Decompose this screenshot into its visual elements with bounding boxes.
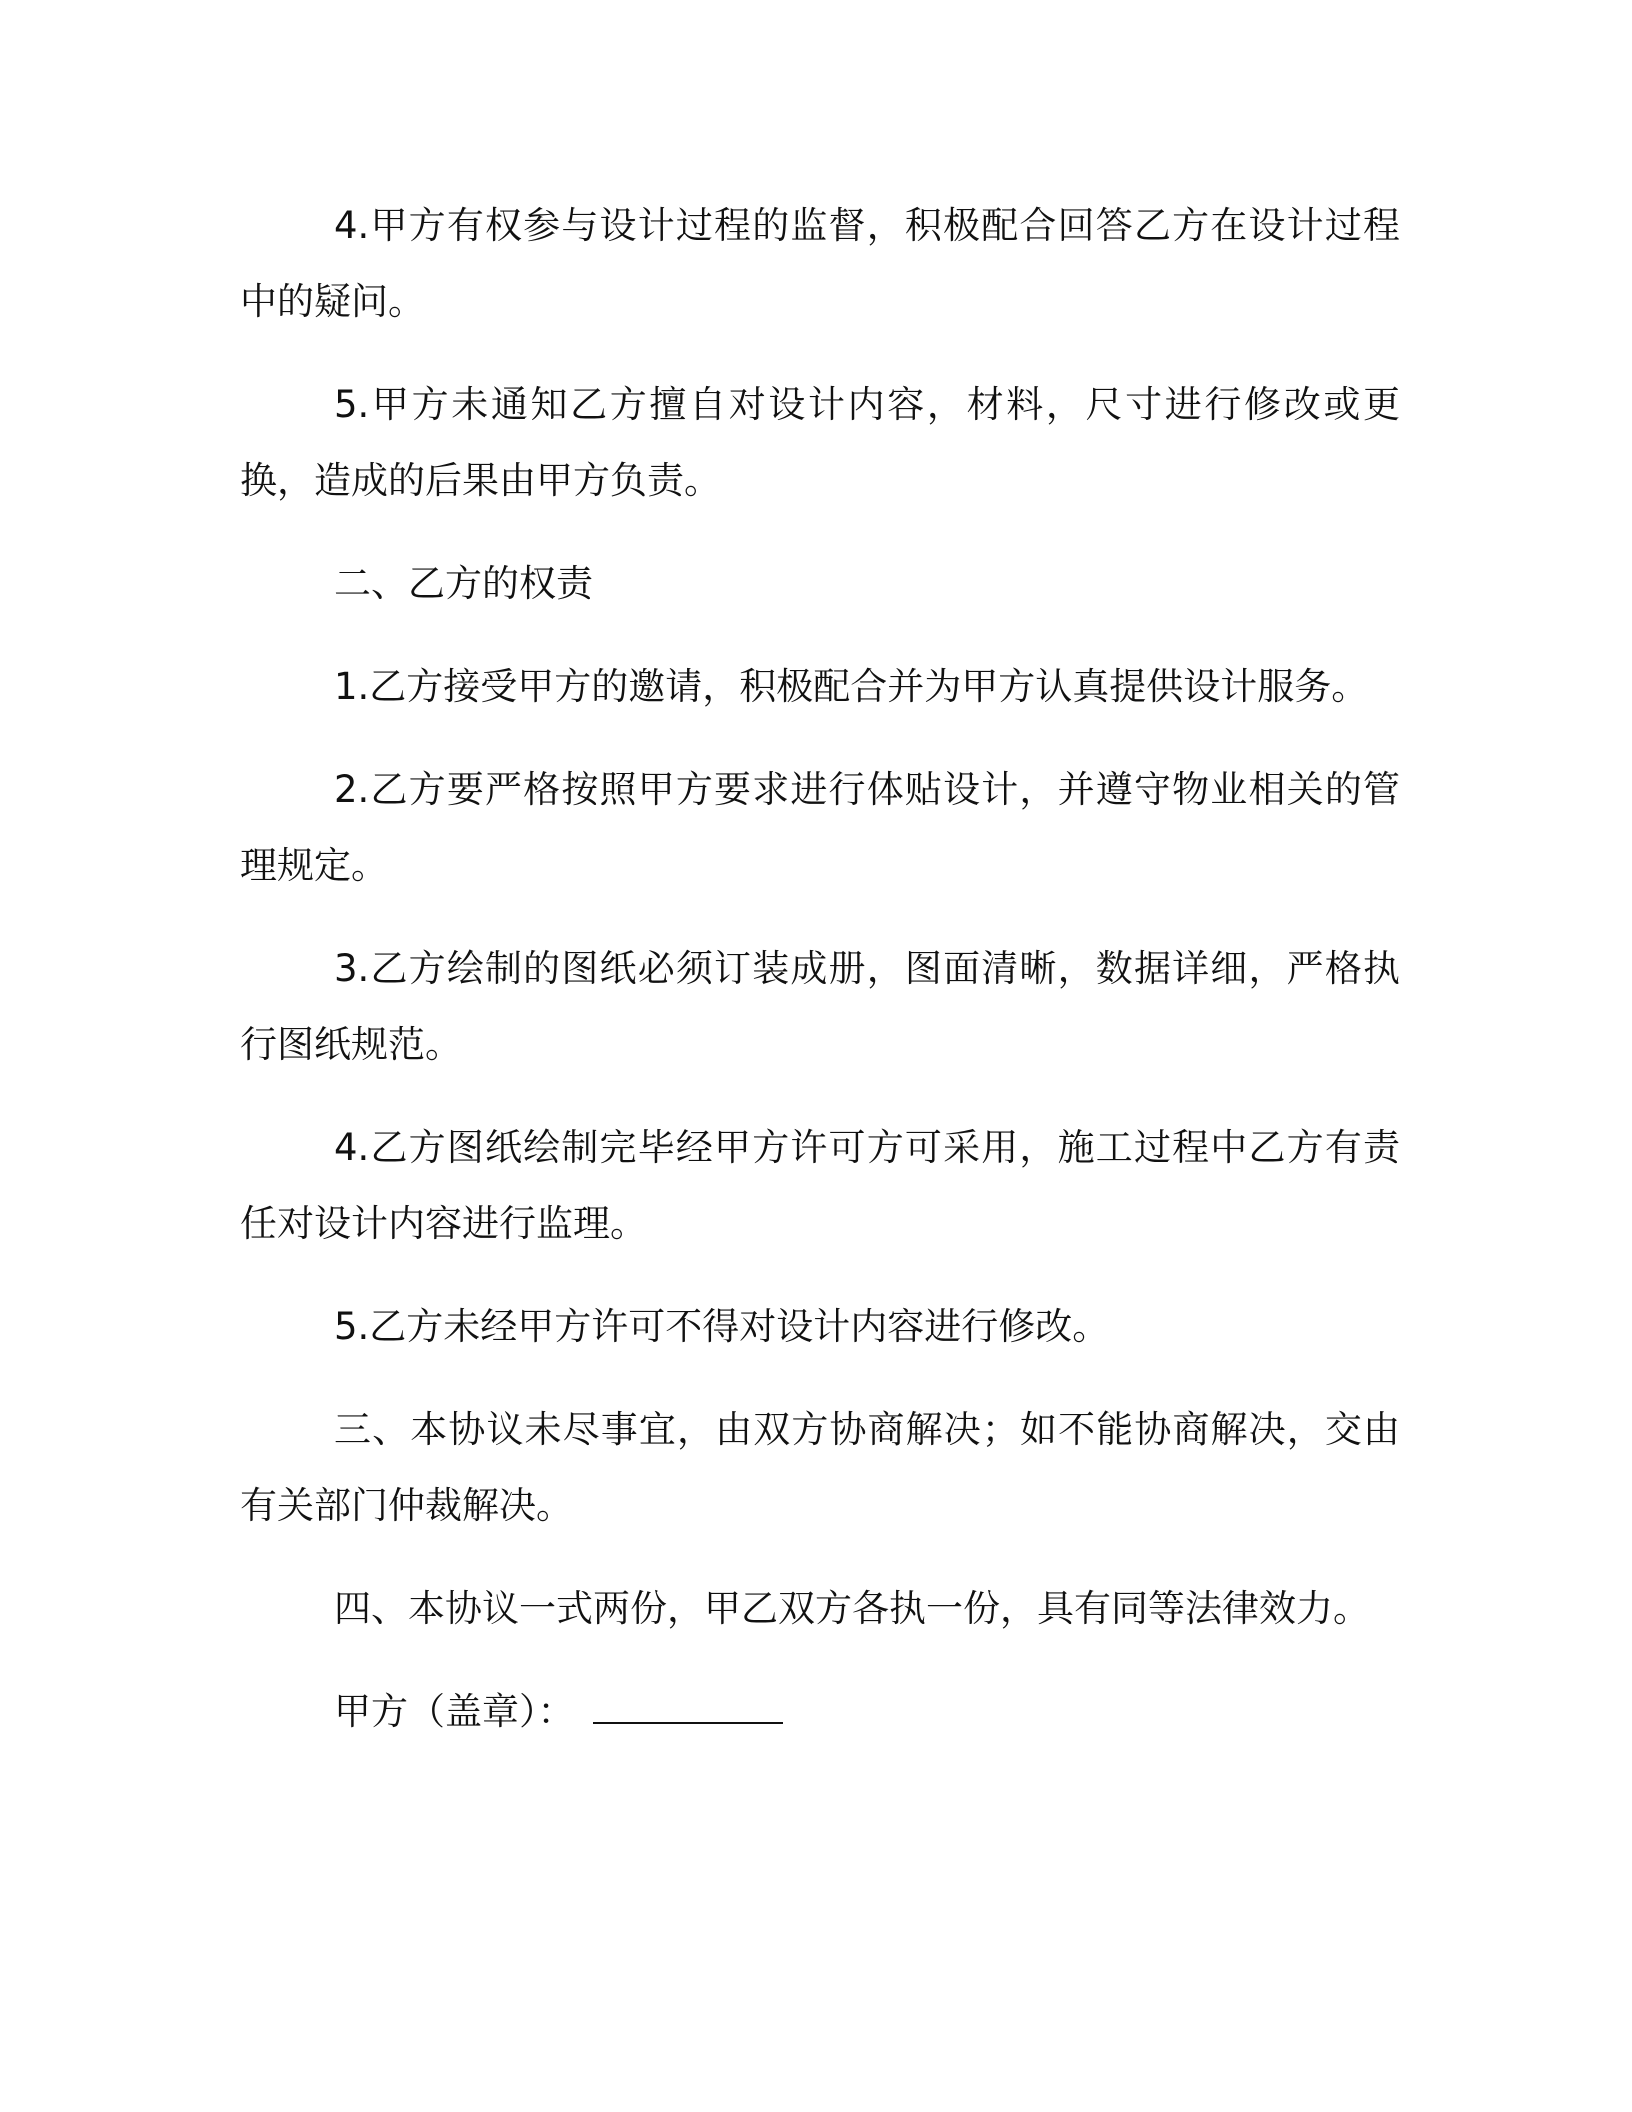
clause-three: 三、本协议未尽事宜，由双方协商解决；如不能协商解决，交由有关部门仲裁解决。 [240,1408,1400,1527]
document-body [240,188,1400,1777]
clause-a4: 4.甲方有权参与设计过程的监督，积极配合回答乙方在设计过程中的疑问。 [240,204,1400,323]
clause-b4: 4.乙方图纸绘制完毕经甲方许可方可采用，施工过程中乙方有责任对设计内容进行监理。 [240,1126,1400,1245]
clause-b1: 1.乙方接受甲方的邀请，积极配合并为甲方认真提供设计服务。 [334,665,1369,708]
signature-label: 甲方（盖章）： [334,1690,575,1733]
clause-b2: 2.乙方要严格按照甲方要求进行体贴设计，并遵守物业相关的管理规定。 [240,768,1400,887]
section-heading-party-b: 二、乙方的权责 [334,562,593,605]
clause-b5: 5.乙方未经甲方许可不得对设计内容进行修改。 [334,1305,1110,1348]
clause-b3: 3.乙方绘制的图纸必须订装成册，图面清晰，数据详细，严格执行图纸规范。 [240,947,1400,1066]
clause-four: 四、本协议一式两份，甲乙双方各执一份，具有同等法律效力。 [334,1587,1370,1630]
clause-a5: 5.甲方未通知乙方擅自对设计内容，材料，尺寸进行修改或更换，造成的后果由甲方负责。 [240,383,1400,502]
signature-row [240,1674,1400,1750]
signature-blank-line [593,1678,783,1724]
